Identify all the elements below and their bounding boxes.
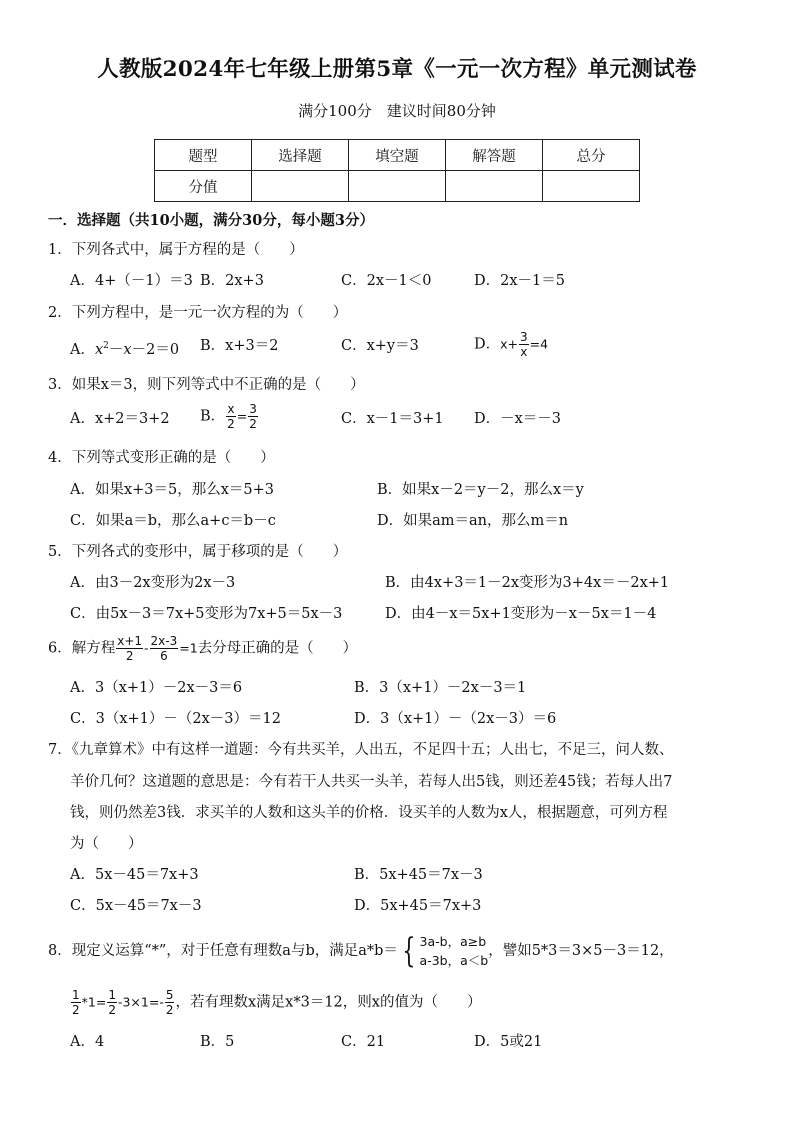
question-3-stem: 3．如果x＝3，则下列等式中不正确的是（ ） xyxy=(48,377,365,393)
q8-stem-prefix: 8．现定义运算“*”，对于任意有理数a与b，满足a*b＝ xyxy=(48,943,398,959)
q6-stem-prefix: 6．解方程 xyxy=(48,640,116,657)
fraction-denominator: x xyxy=(520,345,528,359)
fraction-numerator: 3 xyxy=(520,330,528,344)
case-2: a-3b，a＜b xyxy=(419,953,489,968)
score-table xyxy=(154,139,640,202)
q5-option-a: A．由3－2x变形为2x－3 xyxy=(70,575,236,591)
q1-option-a: A．4+（－1）＝3 xyxy=(70,273,193,289)
q1-option-b: B．2x+3 xyxy=(200,273,264,289)
q2-option-a: A．$x^2-x-2=0$ xyxy=(70,341,180,358)
fraction: $\frac{3}{2}$ xyxy=(249,402,257,431)
table-cell: 解答题 xyxy=(446,140,543,171)
question-1-stem: 1．下列各式中，属于方程的是（ ） xyxy=(48,242,304,258)
q6-stem-suffix: 去分母正确的是（ ） xyxy=(197,640,358,657)
q7-option-c: C．5x－45＝7x－3 xyxy=(70,898,202,914)
q8-line-2-suffix: ，若有理数x满足x*3＝12，则x的值为（ ） xyxy=(175,994,482,1011)
q3-option-c: C．x－1＝3+1 xyxy=(341,411,444,427)
q6-option-b: B．3（x+1）－2x－3＝1 xyxy=(354,680,527,696)
case-1: 3a-b，a≥b xyxy=(419,934,487,949)
q4-option-b: B．如果x－2＝y－2，那么x＝y xyxy=(377,482,584,498)
q4-option-d: D．如果am＝an，那么m＝n xyxy=(377,513,569,529)
q8-option-d: D．5或21 xyxy=(474,1034,543,1050)
fraction: $\frac{5}{2}$ xyxy=(165,988,174,1017)
q6-option-c: C．3（x+1）－（2x－3）＝12 xyxy=(70,711,281,727)
table-cell xyxy=(349,171,446,202)
question-7-line-2: 羊价几何？这道题的意思是：今有若干人共买一头羊，若每人出5钱，则还差45钱；若每人出7 xyxy=(70,774,673,790)
q8-option-b: B．5 xyxy=(200,1034,235,1050)
table-row xyxy=(155,171,640,202)
question-4-stem: 4．下列等式变形正确的是（ ） xyxy=(48,450,275,466)
q7-option-a: A．5x－45＝7x+3 xyxy=(70,867,199,883)
table-cell: 填空题 xyxy=(349,140,446,171)
q8-stem-suffix: ，譬如5*3＝3×5－3＝12， xyxy=(488,943,674,959)
q4-option-c: C．如果a＝b，那么a+c＝b－c xyxy=(70,513,276,529)
piecewise-cases xyxy=(420,932,489,970)
question-7-line-1: 7．《九章算术》中有这样一道题：今有共买羊，人出五，不足四十五；人出七，不足三，问人数、 xyxy=(48,742,674,758)
question-2-stem: 2．下列方程中，是一元一次方程的为（ ） xyxy=(48,305,348,321)
question-5-stem: 5．下列各式的变形中，属于移项的是（ ） xyxy=(48,544,348,560)
q3-option-b-label: B． xyxy=(200,408,226,425)
q2-option-c: C．x+y＝3 xyxy=(341,338,419,354)
q2-option-d: D．x+ $\frac{3}{x}$ =4 xyxy=(474,330,549,359)
section-heading: 一．选择题（共10小题，满分30分，每小题3分） xyxy=(48,212,374,229)
q1-option-c: C．2x－1＜0 xyxy=(341,273,432,289)
fraction xyxy=(519,330,529,359)
page-subtitle: 满分100分 建议时间80分钟 xyxy=(298,102,496,120)
q2-option-b: B．x+3＝2 xyxy=(200,338,279,354)
table-cell: 选择题 xyxy=(252,140,349,171)
table-cell xyxy=(252,171,349,202)
question-8-stem xyxy=(48,930,674,972)
q7-option-b: B．5x+45＝7x－3 xyxy=(354,867,483,883)
table-cell: 题型 xyxy=(155,140,252,171)
q7-option-d: D．5x+45＝7x+3 xyxy=(354,898,482,914)
q6-option-a: A．3（x+1）－2x－3＝6 xyxy=(70,680,243,696)
table-cell: 分值 xyxy=(155,171,252,202)
question-7-line-4: 为（ ） xyxy=(70,836,143,852)
page-title: 人教版2024年七年级上册第5章《一元一次方程》单元测试卷 xyxy=(97,57,697,82)
fraction: $\frac{1}{2}$ xyxy=(72,988,80,1017)
brace-symbol: { xyxy=(402,931,416,971)
table-cell xyxy=(543,171,640,202)
q8-option-c: C．21 xyxy=(341,1034,386,1050)
table-row xyxy=(155,140,640,171)
q2-option-a-label: A． xyxy=(70,341,95,358)
question-7-line-3: 钱，则仍然差3钱．求买羊的人数和这头羊的价格．设买羊的人数为x人，根据题意，可列方程 xyxy=(70,805,668,821)
q3-option-b: B． $\frac{x}{2}$ = $\frac{3}{2}$ xyxy=(200,402,257,431)
q1-option-d: D．2x－1＝5 xyxy=(474,273,565,289)
q8-option-a: A．4 xyxy=(70,1034,105,1050)
q6-option-d: D．3（x+1）－（2x－3）＝6 xyxy=(354,711,557,727)
q5-option-c: C．由5x－3＝7x+5变形为7x+5＝5x－3 xyxy=(70,606,343,622)
q4-option-a: A．如果x+3＝5，那么x＝5+3 xyxy=(70,482,275,498)
question-6-stem: 6．解方程 $\frac{x+1}{2}$ - $\frac{2x-3}{6}$ =1去分母正确的是（ ） xyxy=(48,634,358,663)
q5-option-b: B．由4x+3＝1－2x变形为3+4x＝－2x+1 xyxy=(385,575,670,591)
q5-option-d: D．由4－x＝5x+1变形为－x－5x＝1－4 xyxy=(385,606,657,622)
fraction: $\frac{x+1}{2}$ xyxy=(117,634,143,663)
fraction: $\frac{x}{2}$ xyxy=(227,402,235,431)
q2-option-d-label: D． xyxy=(474,336,501,353)
q3-option-d: D．－x＝－3 xyxy=(474,411,562,427)
fraction: $\frac{2x-3}{6}$ xyxy=(150,634,178,663)
table-cell xyxy=(446,171,543,202)
fraction: $\frac{1}{2}$ xyxy=(108,988,116,1017)
q3-option-a: A．x+2＝3+2 xyxy=(70,411,170,427)
table-cell: 总分 xyxy=(543,140,640,171)
question-8-line-2: $\frac{1}{2}$ *1= $\frac{1}{2}$ -3×1=- $\frac{5}{2}$ ，若有理数x满足x*3＝12，则x的值为（ ） xyxy=(72,988,482,1017)
